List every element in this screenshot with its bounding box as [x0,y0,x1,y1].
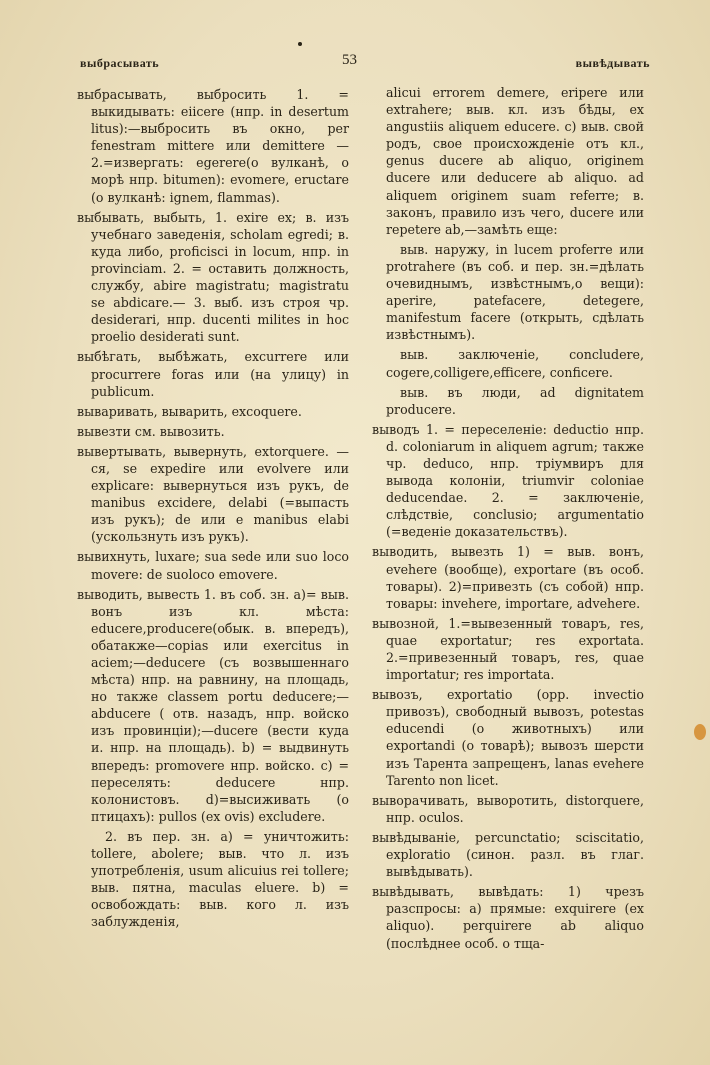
entry: выв. въ люди, ad dignitatem producere. [386,384,644,417]
right-column [372,84,644,955]
entry: выбывать, выбыть, 1. exire ex; в. изъ учебнаго заведенія, scholam egredi; в. куда либо, proficisci in locum, нпр. in provinciam. 2. = оставить должность, службу, abire magistratu; magistratu se abdicare.— 3. выб. изъ строя чр. desiderari, нпр. ducenti milites in hoc proelio desiderati sunt. [77,209,349,345]
header-left-word: выбрасывать [80,56,160,70]
entry: вывихнуть, luxare; sua sede или suo loco movere: de suoloco emovere. [77,549,349,582]
entry: вывертывать, вывернуть, extorquere. — ся, se expedire или evolvere или explicare: вывернуться изъ рукъ, de manibus excidere, delabi (=выпасть изъ рукъ); de или e manibus elabi (ускользнуть изъ рукъ). [77,443,349,545]
entry: выводъ 1. = переселеніе: deductio нпр. d. coloniarum in aliquem agrum; также чр. deduco, нпр. тріумвиръ для вывода колоніи, triumvir coloniae deducendae. 2. = заключеніе, слѣдствіе, conclusio; argumentatio (=веденіе доказательствъ). [372,421,644,540]
entry: выбѣгать, выбѣжать, excurrere или procurrere foras или (на улицу) in publicum. [77,349,349,399]
entry: вывозъ, exportatio (opp. invectio привозъ), свободный вывозъ, potestas educendi (о животныхъ) или exportandi (о товарѣ); вывозъ шерсти изъ Тарента запрещенъ, lanas evehere Tarento non licet. [372,687,644,788]
entry: вывозной, 1.=вывезенный товаръ, res, quae exportatur; res exportata. 2.=привезенный товаръ, res, quae importatur; res importata. [372,615,644,683]
entry: 2. въ пер. зн. a) = уничтожить: tollere, abolere; выв. что л. изъ употребленія, usum alicuius rei tollere; выв. пятна, maculas eluere. b) = освобождать: выв. кого л. изъ заблужденія, [91,828,349,930]
entry: вывѣдываніе, percunctatio; sciscitatio, exploratio (синон. разл. въ глаг. вывѣдывать). [372,829,644,880]
entry: вываривать, выварить, excoquere. [77,403,302,419]
entry: выводить, вывезть 1) = выв. вонъ, evehere (вообще), exportare (въ особ. товары). 2)=привезть (съ собой) нпр. товары: invehere, importare, advehere. [372,544,644,611]
entry: выводить, вывесть 1. въ соб. зн. a)= выв. вонъ изъ кл. мѣста: educere,producere(обык. в. впередъ), обатакже—copias или exercitus in aciem;—deducere (съ возвышеннаго мѣста) нпр. на равнину, на площадь, но также classem portu deducere;—abducere ( отв. назадъ, нпр. войско изъ провинціи);—ducere (вести куда и. нпр. на площадь). b) = выдвинуть впередъ: promovere нпр. войско. c) = переселять: deducere нпр. колонистовъ. d)=высиживать (о птицахъ): pullos (ex ovis) excludere. [77,586,349,824]
entry: выв. заключеніе, concludere, cogere,colligere,efficere, conficere. [386,347,644,380]
entry: выворачивать, выворотить, distorquere, нпр. oculos. [372,792,644,825]
ink-dot [298,42,302,46]
paper-stain [694,724,706,740]
entry: вывезти см. вывозить. [77,423,225,439]
page-number: 53 [342,52,357,68]
entry: вывѣдывать, вывѣдать: 1) чрезъ разспросы: a) прямые: exquirere (ex aliquo). perquirere ab aliquo (послѣднее особ. о тща- [372,884,644,951]
entry: выв. наружу, in lucem proferre или protrahere (въ соб. и пер. зн.=дѣлать очевиднымъ, извѣстнымъ,о вещи): aperire, patefacere, detegere, manifestum facere (открыть, сдѣлать извѣстнымъ). [386,241,644,343]
header-right-word: вывѣдывать [575,56,650,70]
entry: выбрасывать, выбросить 1. = выкидывать: eiicere (нпр. in desertum litus):—выбросить въ окно, per fenestram mittere или demittere —2.=извергать: egerere(о вулканѣ, о морѣ нпр. bitumen): evomere, eructare (о вулканѣ: ignem, flammas). [77,87,349,205]
entry: alicui errorem demere, eripere или extrahere; выв. кл. изъ бѣды, ex angustiis aliquem educere. c) выв. свой родъ, свое происхожденіе отъ кл., genus ducere ab aliquo, originem ducere или deducere ab aliquo. ad aliquem originem suam referre; в. законъ, правило изъ чего, ducere или repetere ab,—замѣть еще: [386,85,644,237]
running-header [80,52,650,74]
left-column [77,86,349,934]
